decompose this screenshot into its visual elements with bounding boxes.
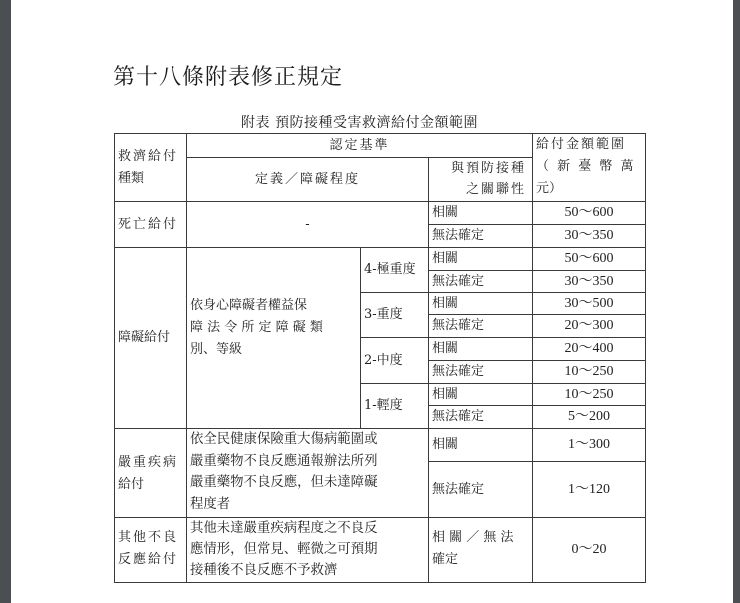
other-type-line2: 反應給付 <box>118 552 179 567</box>
amount-text: 30～500 <box>564 295 614 311</box>
amount-text: 1～120 <box>568 481 610 497</box>
other-definition-line1: 其他未達嚴重疾病程度之不良反 <box>190 521 378 536</box>
amount-text: 5～200 <box>568 409 610 424</box>
level-text: 4-極重度 <box>364 262 416 277</box>
header-criteria <box>186 133 533 158</box>
severe-definition-line2: 嚴重藥物不良反應通報辦法所列 <box>190 453 378 469</box>
death-definition <box>186 201 429 248</box>
disability-relation <box>428 292 533 315</box>
header-relation-line1: 與預防接種 <box>450 161 526 176</box>
relation-text: 相關 <box>432 387 459 402</box>
amount-text: 1～300 <box>568 437 610 452</box>
disability-level-4 <box>360 247 429 293</box>
header-relation-line2: 之關聯性 <box>465 182 526 197</box>
relation-text: 無法確定 <box>432 481 485 497</box>
level-text: 2-中度 <box>364 352 403 368</box>
amount-text: 50～600 <box>564 205 614 220</box>
header-type-line2: 種類 <box>118 171 145 186</box>
severe-amount-0 <box>532 428 646 462</box>
severe-type-line1: 嚴重疾病 <box>118 455 179 470</box>
header-criteria-text: 認定基準 <box>329 137 390 153</box>
disability-amount <box>532 247 646 271</box>
header-definition-text: 定義／障礙程度 <box>254 171 360 187</box>
amount-text: 30～350 <box>564 228 614 243</box>
header-amount-line1: 給付金額範圍 <box>536 137 627 152</box>
other-adverse-type <box>114 517 187 583</box>
disability-amount <box>532 383 646 406</box>
amount-text: 10～250 <box>564 364 614 379</box>
relation-text: 無法確定 <box>432 274 485 289</box>
death-type-text: 死亡給付 <box>118 216 179 232</box>
death-relation-1 <box>428 224 533 248</box>
amount-text: 30～350 <box>564 273 614 289</box>
severe-type-line2: 給付 <box>118 477 145 492</box>
relation-text: 相關 <box>432 341 459 356</box>
death-type <box>114 201 187 248</box>
disability-relation <box>428 270 533 293</box>
amount-text: 10～250 <box>564 386 614 402</box>
header-type-line1: 救濟給付 <box>118 149 179 164</box>
header-amount-line3: 元） <box>536 181 563 196</box>
disability-amount <box>532 270 646 293</box>
disability-amount <box>532 292 646 315</box>
severe-illness-type <box>114 428 187 518</box>
disability-level-1 <box>360 383 429 429</box>
header-relation <box>428 157 533 202</box>
other-relation-line2: 確定 <box>432 552 459 567</box>
disability-relation <box>428 247 533 271</box>
disability-definition-line1: 依身心障礙者權益保 <box>190 298 308 313</box>
severe-definition-line4: 程度者 <box>190 496 231 512</box>
header-definition <box>186 157 429 202</box>
document-title: 第十八條附表修正規定 <box>113 65 344 90</box>
severe-illness-definition <box>186 428 429 518</box>
disability-definition-line3: 別、等級 <box>190 342 243 357</box>
relation-text: 無法確定 <box>432 364 485 379</box>
other-adverse-amount <box>532 517 646 583</box>
disability-relation <box>428 360 533 384</box>
header-type <box>114 133 187 202</box>
severe-definition-line3: 嚴重藥物不良反應，但未達障礙 <box>190 475 378 490</box>
disability-definition-line2: 障 法 令 所 定 障 礙 類 <box>190 320 323 335</box>
other-definition-line3: 接種後不良反應不予救濟 <box>190 563 338 578</box>
other-definition-line2: 應情形，但常見、輕微之可預期 <box>190 542 378 557</box>
header-amount <box>532 133 646 202</box>
other-type-line1: 其他不良 <box>118 530 179 545</box>
disability-type <box>114 247 187 429</box>
disability-level-3 <box>360 292 429 338</box>
disability-relation <box>428 337 533 361</box>
disability-definition <box>186 247 361 429</box>
disability-amount <box>532 360 646 384</box>
other-relation-line1: 相 關 ／ 無 法 <box>432 530 514 545</box>
severe-relation-0 <box>428 428 533 462</box>
disability-relation <box>428 314 533 338</box>
disability-amount <box>532 337 646 361</box>
relation-text: 無法確定 <box>432 228 485 243</box>
disability-amount <box>532 314 646 338</box>
relation-text: 相關 <box>432 205 459 220</box>
level-text: 1-輕度 <box>364 398 403 413</box>
other-adverse-definition <box>186 517 429 583</box>
death-amount-1 <box>532 224 646 248</box>
disability-type-text: 障礙給付 <box>118 330 171 345</box>
amount-text: 50～600 <box>564 251 614 266</box>
relation-text: 相關 <box>432 296 459 311</box>
disability-amount <box>532 405 646 429</box>
relation-text: 無法確定 <box>432 409 485 424</box>
level-text: 3-重度 <box>364 307 403 322</box>
table-caption: 附表 預防接種受害救濟給付金額範圍 <box>241 115 478 131</box>
amount-text: 20～300 <box>564 318 614 333</box>
header-amount-line2: （ 新 臺 幣 萬 <box>536 159 636 174</box>
severe-definition-line1: 依全民健康保險重大傷病範圍或 <box>190 432 378 447</box>
relation-text: 無法確定 <box>432 318 485 333</box>
death-relation-0 <box>428 201 533 225</box>
death-definition-text: - <box>305 216 310 232</box>
disability-relation <box>428 383 533 406</box>
relation-text: 相關 <box>432 437 459 452</box>
severe-amount-1 <box>532 461 646 518</box>
death-amount-0 <box>532 201 646 225</box>
severe-relation-1 <box>428 461 533 518</box>
disability-level-2 <box>360 337 429 384</box>
amount-text: 0～20 <box>571 542 607 557</box>
relation-text: 相關 <box>432 251 459 266</box>
disability-relation <box>428 405 533 429</box>
amount-text: 20～400 <box>564 341 614 356</box>
other-adverse-relation <box>428 517 533 583</box>
